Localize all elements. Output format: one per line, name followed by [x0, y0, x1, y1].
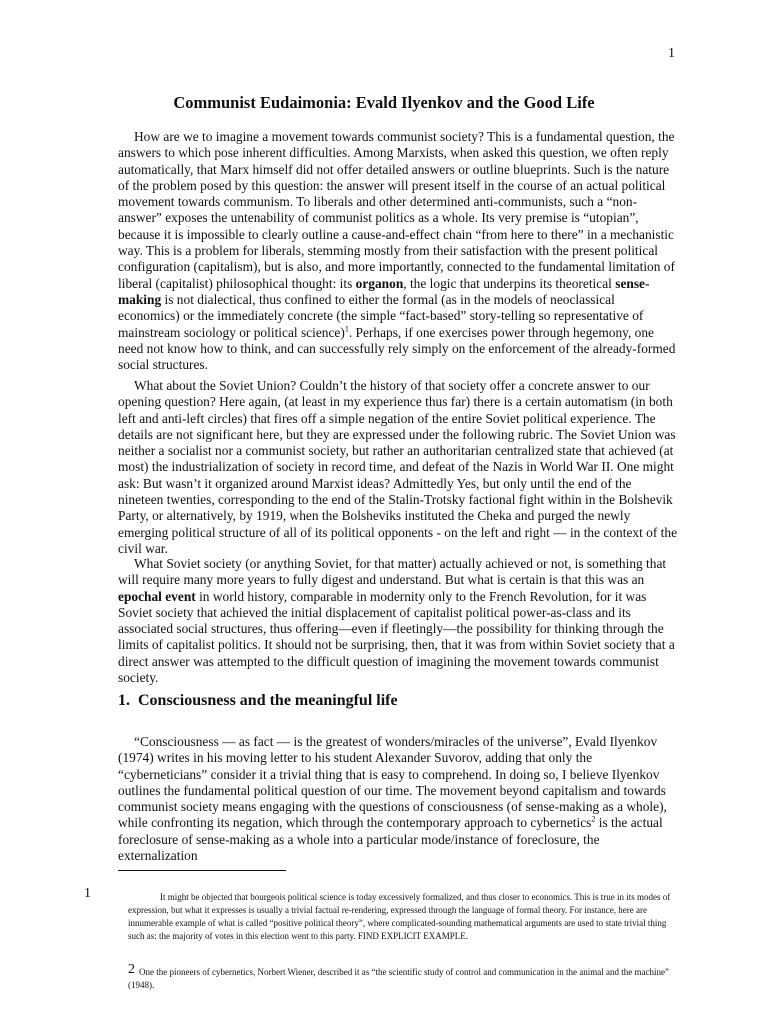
footnote-1-mark: 1 [84, 886, 91, 901]
bold-term-epochal-event: epochal event [118, 588, 196, 604]
text-run: “Consciousness — as fact — is the greatest of wonders/miracles of the universe”, Evald Ilyenkov (1974) writes in his moving letter to his student Alexander Suvorov, adding that only the “cyberneticians” consider it a trivial thing that is easy to comprehend. In doing so, I believe Ilyenkov outlines the fundamental political question of our time. The movement beyond capitalism and towards communist society means engaging with the questions of consciousness (of sense-making as a whole), while confronting its negation, which through the contemporary approach to cybernetics [118, 734, 667, 831]
footnote-separator [118, 870, 286, 871]
paragraph-consciousness [118, 734, 678, 864]
text-run: in world history, comparable in modernity only to the French Revolution, for it was Soviet society that achieved the initial displacement of capitalist political power-as-class and its associated social structures, thus offering—even if fleetingly—the possibility for thinking through the limits of capitalist politics. It should not be surprising, then, that it was from within Soviet society that a direct answer was attempted to the difficult question of imagining the movement towards communist society. [118, 588, 675, 686]
paragraph-soviet-union: What about the Soviet Union? Couldn’t the history of that society offer a concrete answer to our opening question? Here again, (at least in my experience thus far) there is a certain automatism (in both left and anti-left circles) that fires off a simple negation of the entire Soviet political experience. The details are not significant here, but they are expressed under the following rubric. The Soviet Union was neither a socialist nor a communist society, but rather an authoritarian centralized state that achieved (at most) the industrialization of society in record time, and defeat of the Nazis in World War II. One might ask: But wasn’t it organized around Marxist ideas? Admittedly Yes, but only until the end of the nineteen twenties, corresponding to the end of the Stalin-Trotsky factional fight within in the Bolshevik Party, or alternatively, by 1919, when the Bolsheviks instituted the Cheka and purged the newly emerging political structure of all of its political opponents - on the left and right — in the context of the civil war. [118, 378, 678, 556]
footnote-1: It might be objected that bourgeois political science is today excessively formalized, and thus closer to economics. This is true in its modes of expression, but what it expresses is usually a trivial factual re-rendering, expressed through the language of formal theory. For instance, here are innumerable example of what is called “positive political theory”, where complicated-sounding mathematical arguments are used to state trivial thing such as: the majority of votes in this election went to this party. FIND EXPLICIT EXAMPLE. [128, 892, 671, 941]
text-run: is the actual foreclosure of sense-making as a whole into a particular mode/instance of foreclosure, the externalization [118, 815, 663, 864]
paragraph-intro [118, 129, 678, 373]
footnote-ref-2[interactable]: 2 [591, 815, 596, 825]
bold-term-organon: organon [355, 275, 404, 291]
text-run: , the logic that underpins its theoretical [403, 275, 616, 291]
text-run: How are we to imagine a movement towards communist society? This is a fundamental question, the answers to which pose inherent difficulties. Among Marxists, when asked this question, we often reply automatically, that Marx himself did not offer detailed answers or outline blueprints. Such is the nature of the problem posed by this question: the answer will present itself in the course of an actual political movement towards communism. To liberals and other determined anti-communists, such a “non-answer” exposes the untenability of communist politics as a whole. Its very premise is “utopian”, because it is impossible to clearly outline a cause-and-effect chain “from here to there” in a mechanistic way. This is a problem for liberals, stemming mostly from their satisfaction with the present political configuration (capitalism), but is also, and more importantly, connected to the fundamental limitation of liberal (capitalist) philosophical thought: its [118, 129, 675, 291]
footnote-2-mark: 2 [128, 962, 135, 977]
footnote-2 [128, 966, 680, 992]
paragraph-epochal-event [118, 556, 678, 686]
text-run: What Soviet society (or anything Soviet, for that matter) actually achieved or not, is something that will require many more years to fully digest and understand. But what is certain is that this was an [118, 556, 667, 588]
text-run: is not dialectical, thus confined to either the formal (as in the models of neoclassical economics) or the immediately concrete (the simple “fact-based” story-telling so representative of mainstream sociology or political science) [118, 291, 644, 340]
footnote-2-text: One the pioneers of cybernetics, Norbert Wiener, described it as “the scientific study of control and communication in the animal and the machine” (1948). [128, 967, 669, 990]
section-title: Consciousness and the meaningful life [138, 692, 398, 709]
document-title: Communist Eudaimonia: Evald Ilyenkov and the Good Life [173, 93, 595, 112]
section-heading [118, 692, 398, 710]
page-number: 1 [668, 46, 675, 61]
footnote-ref-1[interactable]: 1 [344, 324, 349, 334]
section-number: 1. [118, 692, 130, 709]
text-run: . Perhaps, if one exercises power through hegemony, one need not know how to think, and can successfully rely simply on the enforcement of the already-formed social structures. [118, 324, 676, 373]
bold-term-sense-making: sense-making [118, 275, 650, 307]
